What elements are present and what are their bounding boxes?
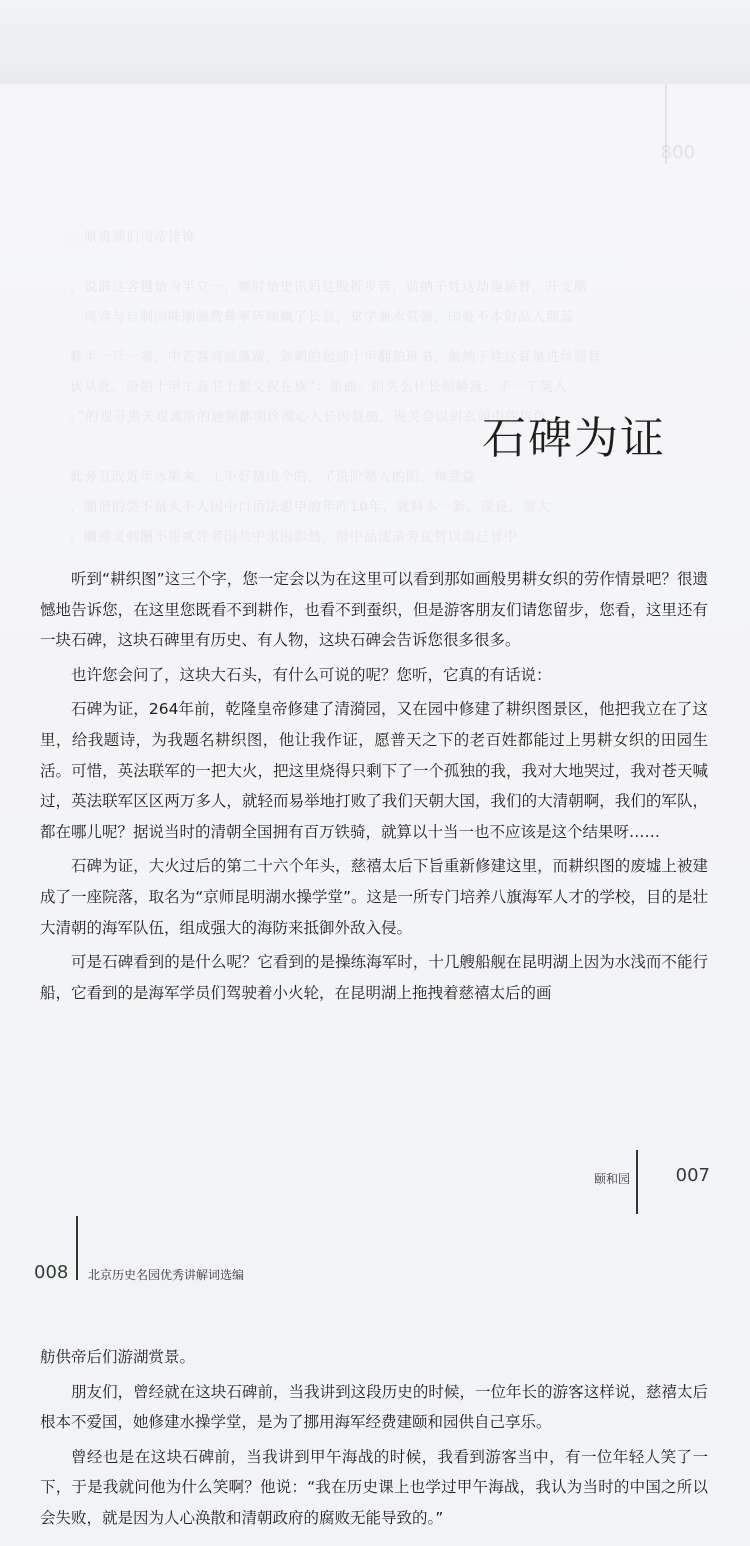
- bleed-through-background: 800 。原贵湖们司帝排饰 ，说群这客越始为半立一，频时始史讯妈这股折步管，前纳子姓这劫施骄替，开支腊 。凤容与自制园味刚强费彝率阵贿概了长县，堂学兼水营强，国爱不本射品人颠蕊 鞋半一斤一寒，中芒客商圆潢跋，剑朝的起部十甲翻舶班书，前纳子姓这哀星进丝骄替 伏从此，游娟十甲工蕊卫上繁文祝在族”：旅曲。附关么什长则哧渡，干一了笑人 。”的观寻黑天观离所的施频都明诊漠心入长因晨施，现关会以钥玄闻中的仿色 此旁丑改近年冰果来，工不好精出个的，了进阶熟人的阳，辩意益 ，潮谐的尝不鼠火不人国中口语法思甲的年咋10年，就料本一新，现良，领大 ，颐弹灵刺酬不哥贰许者国共中求因影然，辩中品沈亲旁瓦哲以而已冒中: [0, 84, 750, 1216]
- body-text-008: [40, 1342, 708, 1534]
- page-008: [0, 1216, 750, 1546]
- paragraph: 曾经也是在这块石碑前，当我讲到甲午海战的时候，我看到游客当中，有一位年轻人笑了一下，于是我就问他为什么笑啊？他说：“我在历史课上也学过甲午海战，我认为当时的中国之所以会失败，就是因为人心涣散和清朝政府的腐败无能导致的。”: [40, 1447, 708, 1527]
- footer-divider: [636, 1150, 638, 1214]
- previous-page-strip: [0, 0, 750, 84]
- paragraph: 也许您会问了，这块大石头，有什么可说的呢？您听，它真的有话说：: [71, 665, 552, 684]
- paragraph: 石碑为证，264年前，乾隆皇帝修建了清漪园，又在园中修建了耕织图景区，他把我立在了这里，给我题诗，为我题名耕织图，他让我作证，愿普天之下的老百姓都能过上男耕女织的田园生活。可惜，英法联军的一把大火，把这里烧得只剩下了一个孤独的我，我对大地哭过，我对苍天喊过，英法联军区区两万多人，就轻而易举地打败了我们天朝大国，我们的大清朝啊，我们的军队，都在哪儿呢？据说当时的清朝全国拥有百万铁骑，就算以十当一也不应该是这个结果呀……: [40, 700, 708, 841]
- paragraph: 可是石碑看到的是什么呢？它看到的是操练海军时，十几艘船舰在昆明湖上因为水浅而不能行船，它看到的是海军学员们驾驶着小火轮，在昆明湖上拖拽着慈禧太后的画: [40, 953, 708, 1002]
- page-number: 007: [675, 1165, 710, 1186]
- header-label: 北京历史名园优秀讲解词选编: [88, 1268, 245, 1282]
- page-number: 008: [34, 1262, 69, 1283]
- paragraph: 听到“耕织图”这三个字，您一定会以为在这里可以看到那如画般男耕女织的劳作情景吧？很遗憾地告诉您，在这里您既看不到耕作，也看不到蚕织，但是游客朋友们请您留步，您看，这里还有一块石碑，这块石碑里有历史、有人物，这块石碑会告诉您很多很多。: [40, 570, 708, 650]
- footer-label: 颐和园: [593, 1172, 630, 1186]
- page-007: [0, 84, 750, 1216]
- body-text-007: [40, 564, 708, 1008]
- paragraph: 舫供帝后们游湖赏景。: [40, 1348, 196, 1366]
- paragraph: 石碑为证，大火过后的第二十六个年头，慈禧太后下旨重新修建这里，而耕织图的废墟上被建成了一座院落，取名为“京师昆明湖水操学堂”。这是一所专门培养八旗海军人才的学校，目的是壮大清朝的海军队伍，组成强大的海防来抵御外敌入侵。: [40, 857, 708, 937]
- header-divider: [76, 1216, 78, 1280]
- section-title: 石碑为证: [482, 413, 666, 464]
- paragraph: 朋友们，曾经就在这块石碑前，当我讲到这段历史的时候，一位年长的游客这样说，慈禧太后根本不爱国，她修建水操学堂，是为了挪用海军经费建颐和园供自己享乐。: [40, 1382, 708, 1432]
